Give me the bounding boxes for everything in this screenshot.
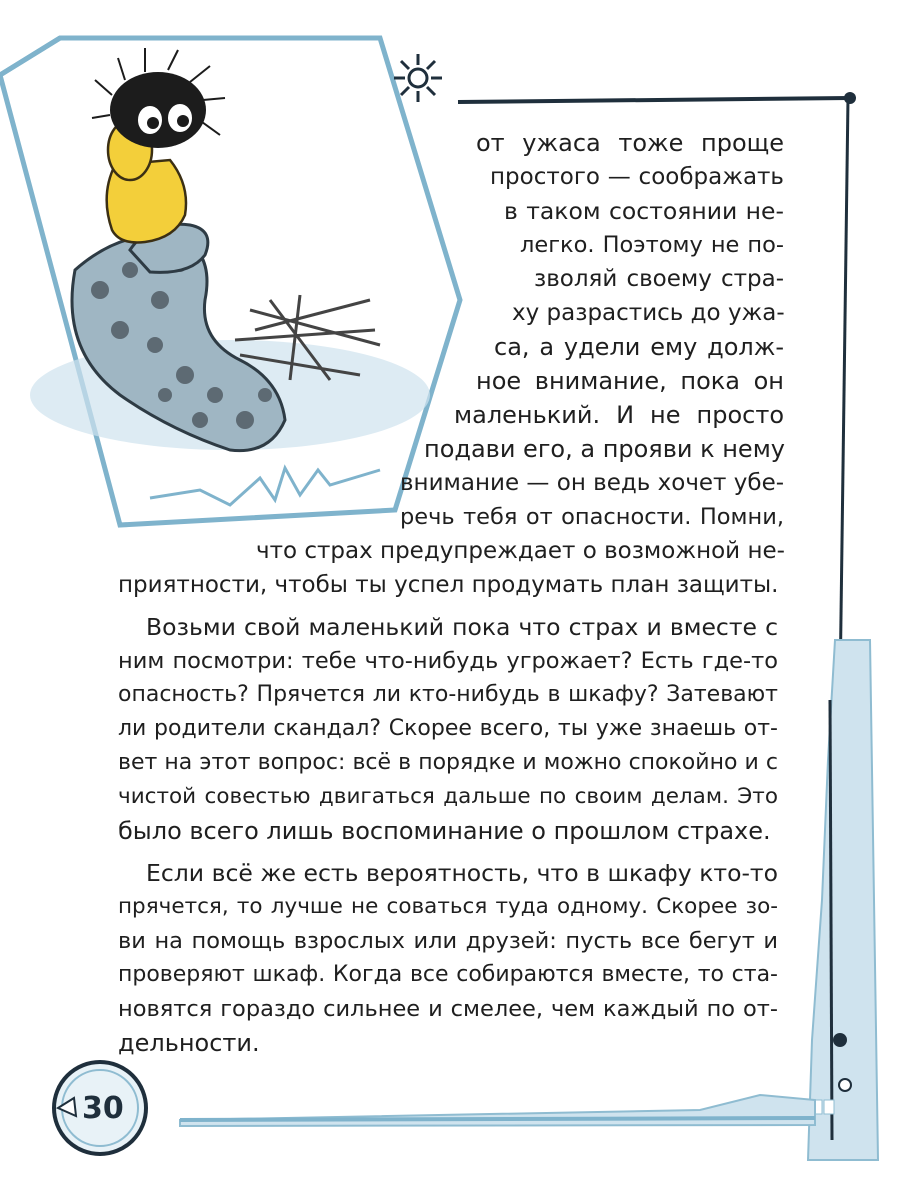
illustration-frame bbox=[0, 38, 460, 525]
body-line: прячется, то лучше не соваться туда одному. Скорее зо- bbox=[118, 894, 778, 919]
body-line: внимание — он ведь хочет убе- bbox=[400, 470, 785, 496]
body-line: ли родители скандал? Скорее всего, ты уже знаешь от- bbox=[118, 716, 778, 741]
body-line: вет на этот вопрос: всё в порядке и можно спокойно и с bbox=[118, 750, 778, 775]
body-line: в таком состоянии не- bbox=[504, 197, 784, 225]
body-line: легко. Поэтому не по- bbox=[520, 232, 784, 258]
body-line: дельности. bbox=[118, 1029, 260, 1057]
body-line: было всего лишь воспоминание о прошлом страхе. bbox=[118, 817, 771, 845]
body-line: Возьми свой маленький пока что страх и вместе с bbox=[146, 613, 778, 641]
frame-zigzag bbox=[150, 468, 380, 505]
body-line: проверяют шкаф. Когда все собираются вместе, то ста- bbox=[118, 962, 778, 987]
body-line: Если всё же есть вероятность, что в шкафу кто-то bbox=[146, 859, 778, 887]
body-line: ху разрастись до ужа- bbox=[512, 300, 785, 326]
body-line: ви на помощь взрослых или друзей: пусть все бегут и bbox=[118, 928, 778, 954]
body-line: зволяй своему стра- bbox=[534, 266, 784, 292]
creature-illustration bbox=[30, 48, 430, 451]
body-line: новятся гораздо сильнее и смелее, чем каждый по от- bbox=[118, 996, 778, 1022]
body-line: простого — соображать bbox=[490, 164, 784, 190]
body-line: приятности, чтобы ты успел продумать план защиты. bbox=[118, 572, 779, 598]
body-line: ное внимание, пока он bbox=[476, 367, 784, 395]
body-line: речь тебя от опасности. Помни, bbox=[400, 504, 784, 530]
body-line: чистой совестью двигаться дальше по своим делам. Это bbox=[118, 784, 778, 809]
body-line: что страх предупреждает о возможной не- bbox=[256, 538, 785, 564]
page-number: 30 bbox=[82, 1091, 124, 1126]
body-line: ним посмотри: тебе что-нибудь угрожает? Есть где-то bbox=[118, 648, 778, 674]
body-line: подави его, а прояви к нему bbox=[424, 435, 786, 463]
body-line: от ужаса тоже проще bbox=[476, 129, 784, 157]
ice-column bbox=[808, 640, 878, 1160]
body-line: са, а удели ему долж- bbox=[494, 333, 784, 361]
body-line: опасность? Прячется ли кто-нибудь в шкафу? Затевают bbox=[118, 682, 778, 707]
body-line: маленький. И не просто bbox=[454, 401, 784, 429]
sun-icon bbox=[394, 54, 442, 102]
